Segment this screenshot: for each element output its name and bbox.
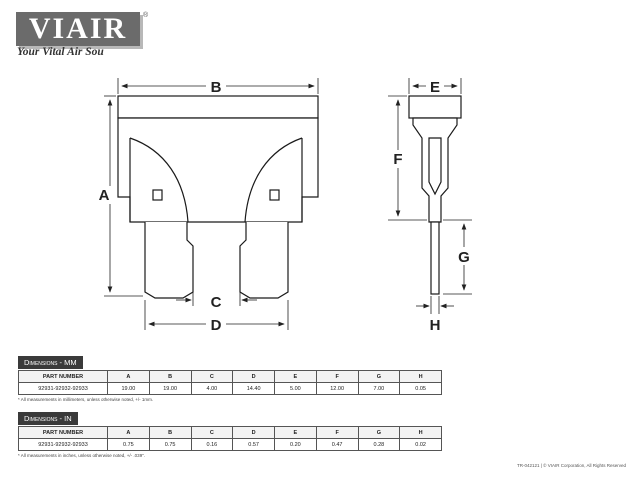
header-cell: D [233, 427, 275, 439]
dimension-label-f: F [393, 151, 403, 168]
fuse-top-cap [118, 96, 318, 118]
dimension-label-d: D [210, 317, 222, 334]
value-cell: 5.00 [275, 383, 317, 395]
header-cell: E [275, 371, 317, 383]
value-cell: 0.02 [400, 439, 442, 451]
fuse-blade-right [240, 222, 288, 298]
part-number-cell: 92931-92932-92933 [19, 383, 108, 395]
registered-mark: ® [143, 12, 149, 19]
value-cell: 19.00 [149, 383, 191, 395]
dimension-label-e: E [429, 79, 441, 96]
header-cell: F [316, 427, 358, 439]
value-cell: 12.00 [316, 383, 358, 395]
dimensions-grid [18, 426, 442, 451]
fuse-front-view [118, 96, 318, 298]
header-cell: G [358, 427, 400, 439]
dimension-label-g: G [458, 249, 470, 266]
logo-wordmark: VIAIR [28, 12, 128, 45]
value-cell: 7.00 [358, 383, 400, 395]
value-cell: 0.57 [233, 439, 275, 451]
dimension-h [416, 296, 454, 314]
dimensions-table-mm [18, 352, 442, 402]
value-cell: 0.28 [358, 439, 400, 451]
header-cell: D [233, 371, 275, 383]
header-cell: H [400, 371, 442, 383]
table-title: Dimensions - IN [18, 412, 78, 425]
fuse-side-view [409, 96, 461, 294]
header-cell: PART NUMBER [19, 427, 108, 439]
dimensions-table-in [18, 408, 442, 458]
fuse-window-square-right [270, 190, 279, 200]
header-cell: F [316, 371, 358, 383]
table-note: * All measurements in inches, unless otherwise noted, +/- .039". [18, 453, 146, 458]
header-cell: E [275, 427, 317, 439]
table-header-row [19, 371, 442, 383]
table-note: * All measurements in millimeters, unless otherwise noted, +/- 1mm. [18, 397, 154, 402]
dimensions-grid [18, 370, 442, 395]
value-cell: 0.05 [400, 383, 442, 395]
copyright-footer: TR-042121 | © VIAIR Corporation, All Rights Reserved [516, 463, 626, 468]
value-cell: 14.40 [233, 383, 275, 395]
dimension-label-c: C [210, 294, 222, 311]
header-cell: C [191, 427, 233, 439]
value-cell: 0.16 [191, 439, 233, 451]
value-cell: 4.00 [191, 383, 233, 395]
header-cell: H [400, 427, 442, 439]
fuse-window-square-left [153, 190, 162, 200]
table-row [19, 439, 442, 451]
value-cell: 19.00 [108, 383, 150, 395]
part-number-cell: 92931-92932-92933 [19, 439, 108, 451]
fuse-body [118, 118, 318, 222]
header-cell: A [108, 371, 150, 383]
dimension-label-a: A [98, 187, 110, 204]
dimension-label-h: H [429, 317, 441, 334]
dimension-label-b: B [210, 79, 222, 96]
side-slot [429, 138, 441, 194]
value-cell: 0.20 [275, 439, 317, 451]
header-cell: G [358, 371, 400, 383]
side-top-cap [409, 96, 461, 118]
side-blade [431, 222, 439, 294]
table-title: Dimensions - MM [18, 356, 83, 369]
table-row [19, 383, 442, 395]
value-cell: 0.75 [149, 439, 191, 451]
header-cell: B [149, 427, 191, 439]
header-cell: A [108, 427, 150, 439]
table-header-row [19, 427, 442, 439]
fuse-blade-left [145, 222, 193, 298]
value-cell: 0.75 [108, 439, 150, 451]
header-cell: PART NUMBER [19, 371, 108, 383]
logo-tagline: Your Vital Air Sou [17, 46, 104, 58]
value-cell: 0.47 [316, 439, 358, 451]
header-cell: B [149, 371, 191, 383]
header-cell: C [191, 371, 233, 383]
